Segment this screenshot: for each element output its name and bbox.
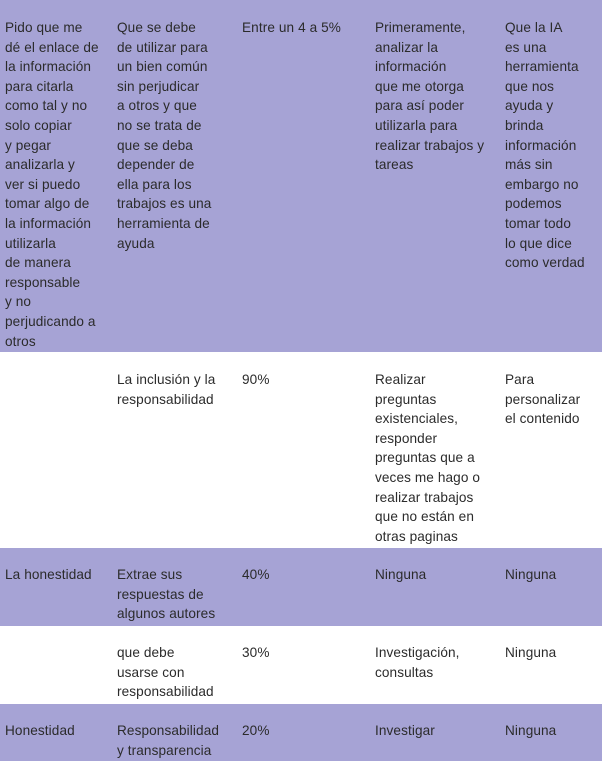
table-cell: Investigación, consultas: [375, 645, 460, 680]
table-cell: La inclusión y la responsabilidad: [117, 372, 216, 407]
table-cell: 20%: [242, 723, 270, 738]
table-cell: Para personalizar el contenido: [505, 372, 581, 427]
table-row: [0, 0, 602, 352]
table-cell: Que la IA es una herramienta que nos ayuda y brinda información más sin embargo no podemos tomar todo lo que dice como verdad: [505, 20, 585, 271]
table-cell: Ninguna: [375, 567, 427, 582]
table-cell: Que se debe de utilizar para un bien común sin perjudicar a otros y que no se trata de que se deba depender de ella para los trabajos es una herramienta de ayuda: [117, 20, 212, 251]
table-cell: 90%: [242, 372, 270, 387]
table-cell: Ninguna: [505, 645, 557, 660]
table-cell: La honestidad: [5, 567, 92, 582]
table-cell: Responsabilidad y transparencia: [117, 723, 220, 758]
table-cell: Investigar: [375, 723, 435, 738]
table-cell: Honestidad: [5, 723, 75, 738]
table-cell: Pido que me dé el enlace de la información para citarla como tal y no solo copiar y pegar analizarla y ver si puedo tomar algo de la información utilizarla de manera responsable y no perjudicando a otros: [5, 20, 99, 349]
table-row: [0, 352, 602, 548]
table-cell: Entre un 4 a 5%: [242, 20, 341, 35]
table-row: [0, 626, 602, 704]
table-row: [0, 548, 602, 626]
table-row: [0, 704, 602, 761]
table-cell: Realizar preguntas existenciales, responder preguntas que a veces me hago o realizar trabajos que no están en otras paginas: [375, 372, 481, 544]
table-cell: 30%: [242, 645, 270, 660]
table-cell: que debe usarse con responsabilidad: [117, 645, 214, 700]
table-cell: Extrae sus respuestas de algunos autores: [117, 567, 216, 622]
table-cell: Ninguna: [505, 723, 557, 738]
table-cell: 40%: [242, 567, 270, 582]
table-cell: Ninguna: [505, 567, 557, 582]
table-cell: Primeramente, analizar la información que me otorga para así poder utilizarla para realizar trabajos y tareas: [375, 20, 485, 173]
